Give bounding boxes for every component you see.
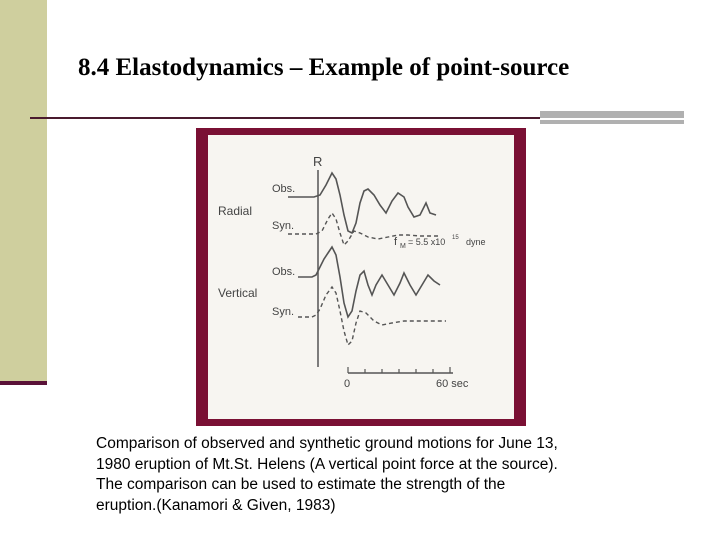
seismogram-figure bbox=[208, 135, 514, 419]
left-accent-band-edge bbox=[0, 381, 47, 385]
force-symbol: f bbox=[394, 236, 398, 248]
time-zero-label: 0 bbox=[344, 378, 351, 390]
force-subscript: M bbox=[400, 243, 406, 250]
caption-line: The comparison can be used to estimate the strength of the bbox=[96, 476, 506, 493]
title-divider bbox=[30, 117, 540, 119]
vertical-observed-trace bbox=[298, 247, 440, 317]
time-end-label: 60 sec bbox=[436, 378, 469, 390]
caption-line: eruption.(Kanamori & Given, 1983) bbox=[96, 496, 336, 514]
force-exponent: 15 bbox=[452, 235, 459, 241]
vertical-obs-label: Obs. bbox=[272, 266, 296, 278]
left-accent-band bbox=[0, 0, 47, 383]
component-r-label: R bbox=[313, 154, 323, 169]
figure-caption bbox=[96, 434, 696, 516]
seismogram-plot bbox=[208, 135, 514, 419]
title-divider-accent bbox=[540, 111, 684, 118]
caption-line: Comparison of observed and synthetic ground motions for June 13, bbox=[96, 435, 558, 452]
slide-title: 8.4 Elastodynamics – Example of point-source bbox=[78, 54, 570, 81]
radial-label: Radial bbox=[218, 204, 253, 218]
force-unit: dyne bbox=[466, 237, 486, 247]
force-value: = 5.5 x10 bbox=[408, 237, 446, 247]
time-axis-ticks bbox=[348, 367, 450, 373]
radial-syn-label: Syn. bbox=[272, 220, 295, 232]
vertical-syn-label: Syn. bbox=[272, 306, 295, 318]
title-divider-accent-lower bbox=[540, 120, 684, 124]
radial-obs-label: Obs. bbox=[272, 183, 296, 195]
radial-observed-trace bbox=[288, 173, 436, 233]
caption-line: 1980 eruption of Mt.St. Helens (A vertical point force at the source). bbox=[96, 455, 558, 473]
vertical-label: Vertical bbox=[218, 286, 258, 300]
